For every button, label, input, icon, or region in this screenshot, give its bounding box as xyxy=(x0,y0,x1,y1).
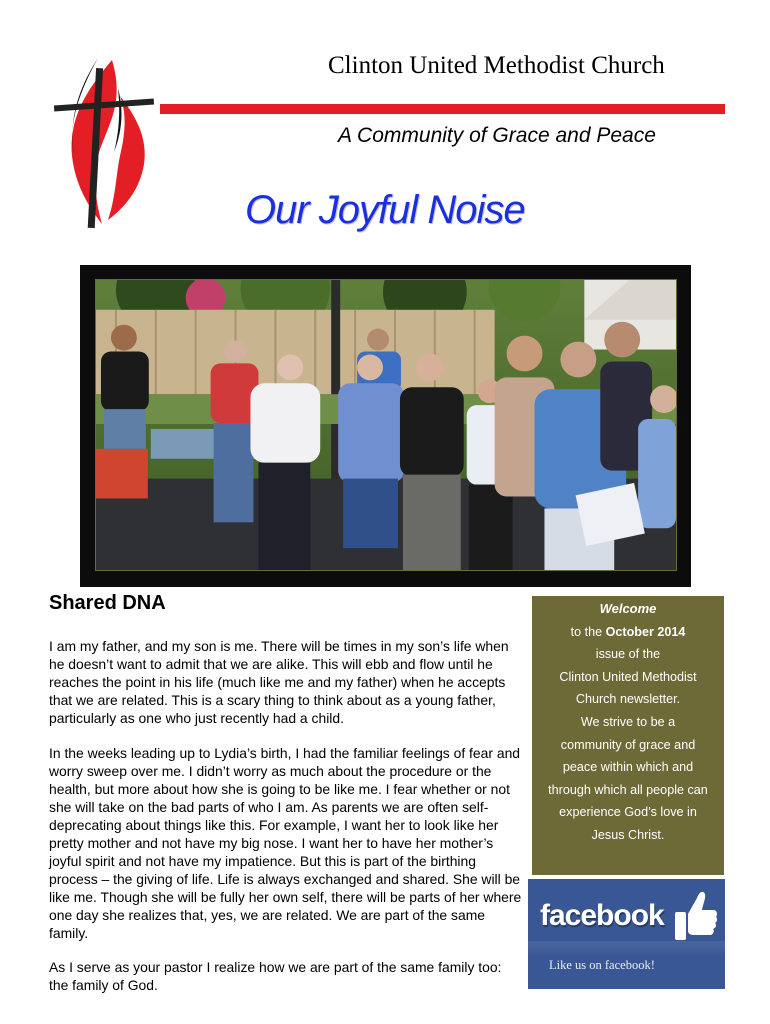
article-paragraph: I am my father, and my son is me. There will be times in my son’s life when he doesn’t want to admit that we are alike. This will ebb and flow until he reaches the point in his life (much like me and my father) when he accepts that we are related. This is a scary thing to think about as a young father, particularly as one who just recently had a child. xyxy=(49,638,509,726)
welcome-line: peace within which and xyxy=(562,760,694,775)
welcome-line: community of grace and xyxy=(560,737,696,752)
article-paragraph: As I serve as your pastor I realize how we are part of the same family too: the family of God. xyxy=(49,959,502,993)
article-heading: Shared DNA xyxy=(49,592,166,614)
welcome-text: to the xyxy=(570,624,606,639)
welcome-line xyxy=(532,621,724,644)
facebook-like-link[interactable]: Like us on facebook! xyxy=(549,958,655,972)
cross-and-flame-icon xyxy=(50,56,160,231)
facebook-reflection xyxy=(528,941,725,957)
welcome-line: Church newsletter. xyxy=(575,692,681,707)
newsletter-title: Our Joyful Noise xyxy=(245,188,525,232)
church-name: Clinton United Methodist Church xyxy=(328,52,665,79)
welcome-line: Jesus Christ. xyxy=(591,827,665,842)
facebook-logo-text: facebook xyxy=(540,899,664,932)
welcome-line: issue of the xyxy=(595,647,661,662)
welcome-line: experience God’s love in xyxy=(559,805,697,820)
congregation-photo xyxy=(95,279,677,571)
welcome-title: Welcome xyxy=(599,601,657,616)
facebook-badge[interactable] xyxy=(528,879,725,989)
welcome-line: through which all people can xyxy=(548,782,708,797)
church-tagline: A Community of Grace and Peace xyxy=(338,124,656,147)
article-paragraph: In the weeks leading up to Lydia’s birth, I had the familiar feelings of fear and worry sweep over me. I didn’t worry as much about the procedure or the health, but more about how she is going to be like me. I fear whether or not she will take on the bad parts of who I am. As parents we are often self-deprecating about things like this. For example, I want her to look like her pretty mother and not have my big nose. I want her to have her mother’s joyful spirit and not have my impatience. But this is part of the birthing process – the giving of life. Life is always exchanged and shared. She will be like me. Though she will be fully her own self, there will be parts of her where one day she realizes that, yes, we are related. We are part of the same family. xyxy=(49,745,522,941)
thumbs-up-icon xyxy=(673,886,719,942)
welcome-line: Clinton United Methodist xyxy=(559,669,697,684)
welcome-box xyxy=(532,596,724,875)
welcome-line: We strive to be a xyxy=(580,714,676,729)
header-divider xyxy=(160,104,725,114)
article-shared-dna xyxy=(49,592,524,993)
issue-date: October 2014 xyxy=(605,624,686,639)
